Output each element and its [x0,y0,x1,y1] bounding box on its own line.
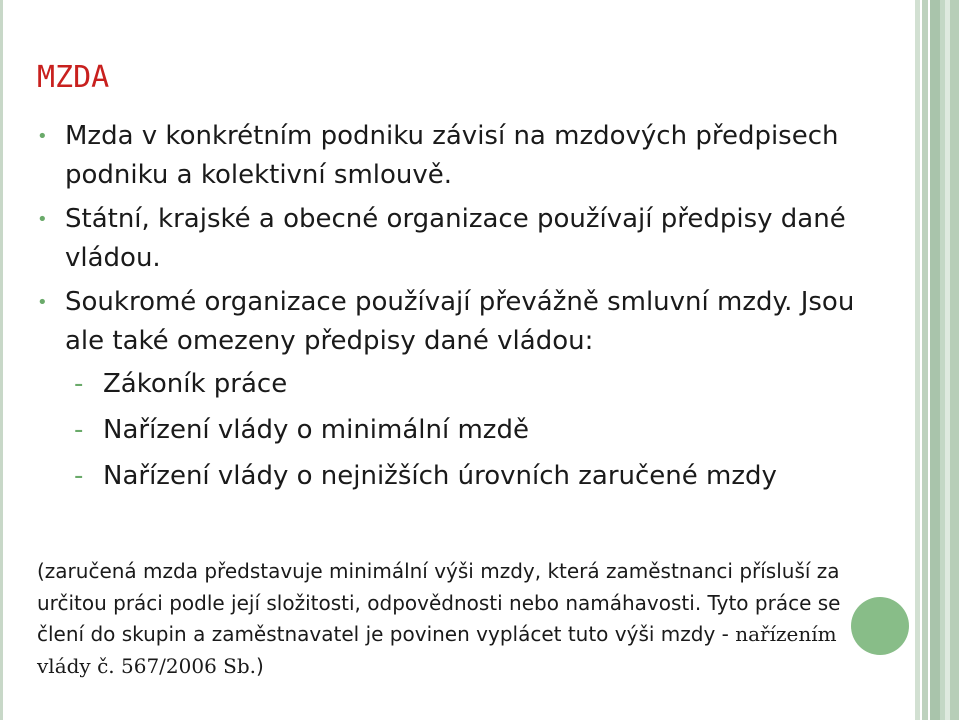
bullet-text: Soukromé organizace používají převážně smluvní mzdy. Jsou ale také omezeny předpisy dané vládou: [65,287,855,356]
bullet-text: Mzda v konkrétním podniku závisí na mzdových předpisech podniku a kolektivní smlouvě. [65,121,839,190]
bullet-item [37,117,887,195]
sub-item [37,407,887,453]
sub-item [37,453,887,499]
bullet-marker: • [37,292,48,313]
sub-marker: - [74,461,84,491]
sub-item-text: Nařízení vlády o minimální mzdě [103,415,529,445]
sub-list [65,361,887,499]
slide-title: MZDA [37,60,110,95]
sub-item [37,361,887,407]
bullet-marker: • [37,126,48,147]
bullet-text: Státní, krajské a obecné organizace používají předpisy dané vládou. [65,204,846,273]
sub-marker: - [74,415,84,445]
bullet-item [37,283,887,499]
bullet-item [37,200,887,278]
sub-marker: - [74,369,84,399]
footnote-citation: nařízením vlády č. 567/2006 Sb. [37,622,837,678]
footnote [37,556,867,682]
bullet-marker: • [37,209,48,230]
left-border-stripe [0,0,3,720]
footnote-text: (zaručená mzda představuje minimální výši mzdy, která zaměstnanci přísluší za určitou práci podle její složitosti, odpovědnosti nebo namáhavosti. Tyto práce se člení do skupin a zaměstnavatel je povinen vyplácet tuto výši mzdy - [37,559,841,646]
sub-item-text: Zákoník práce [103,369,288,399]
bullet-list [37,117,887,499]
sub-item-text: Nařízení vlády o nejnižších úrovních zaručené mzdy [103,461,777,491]
decorative-side-bands [912,0,959,720]
footnote-close: ) [256,653,264,678]
